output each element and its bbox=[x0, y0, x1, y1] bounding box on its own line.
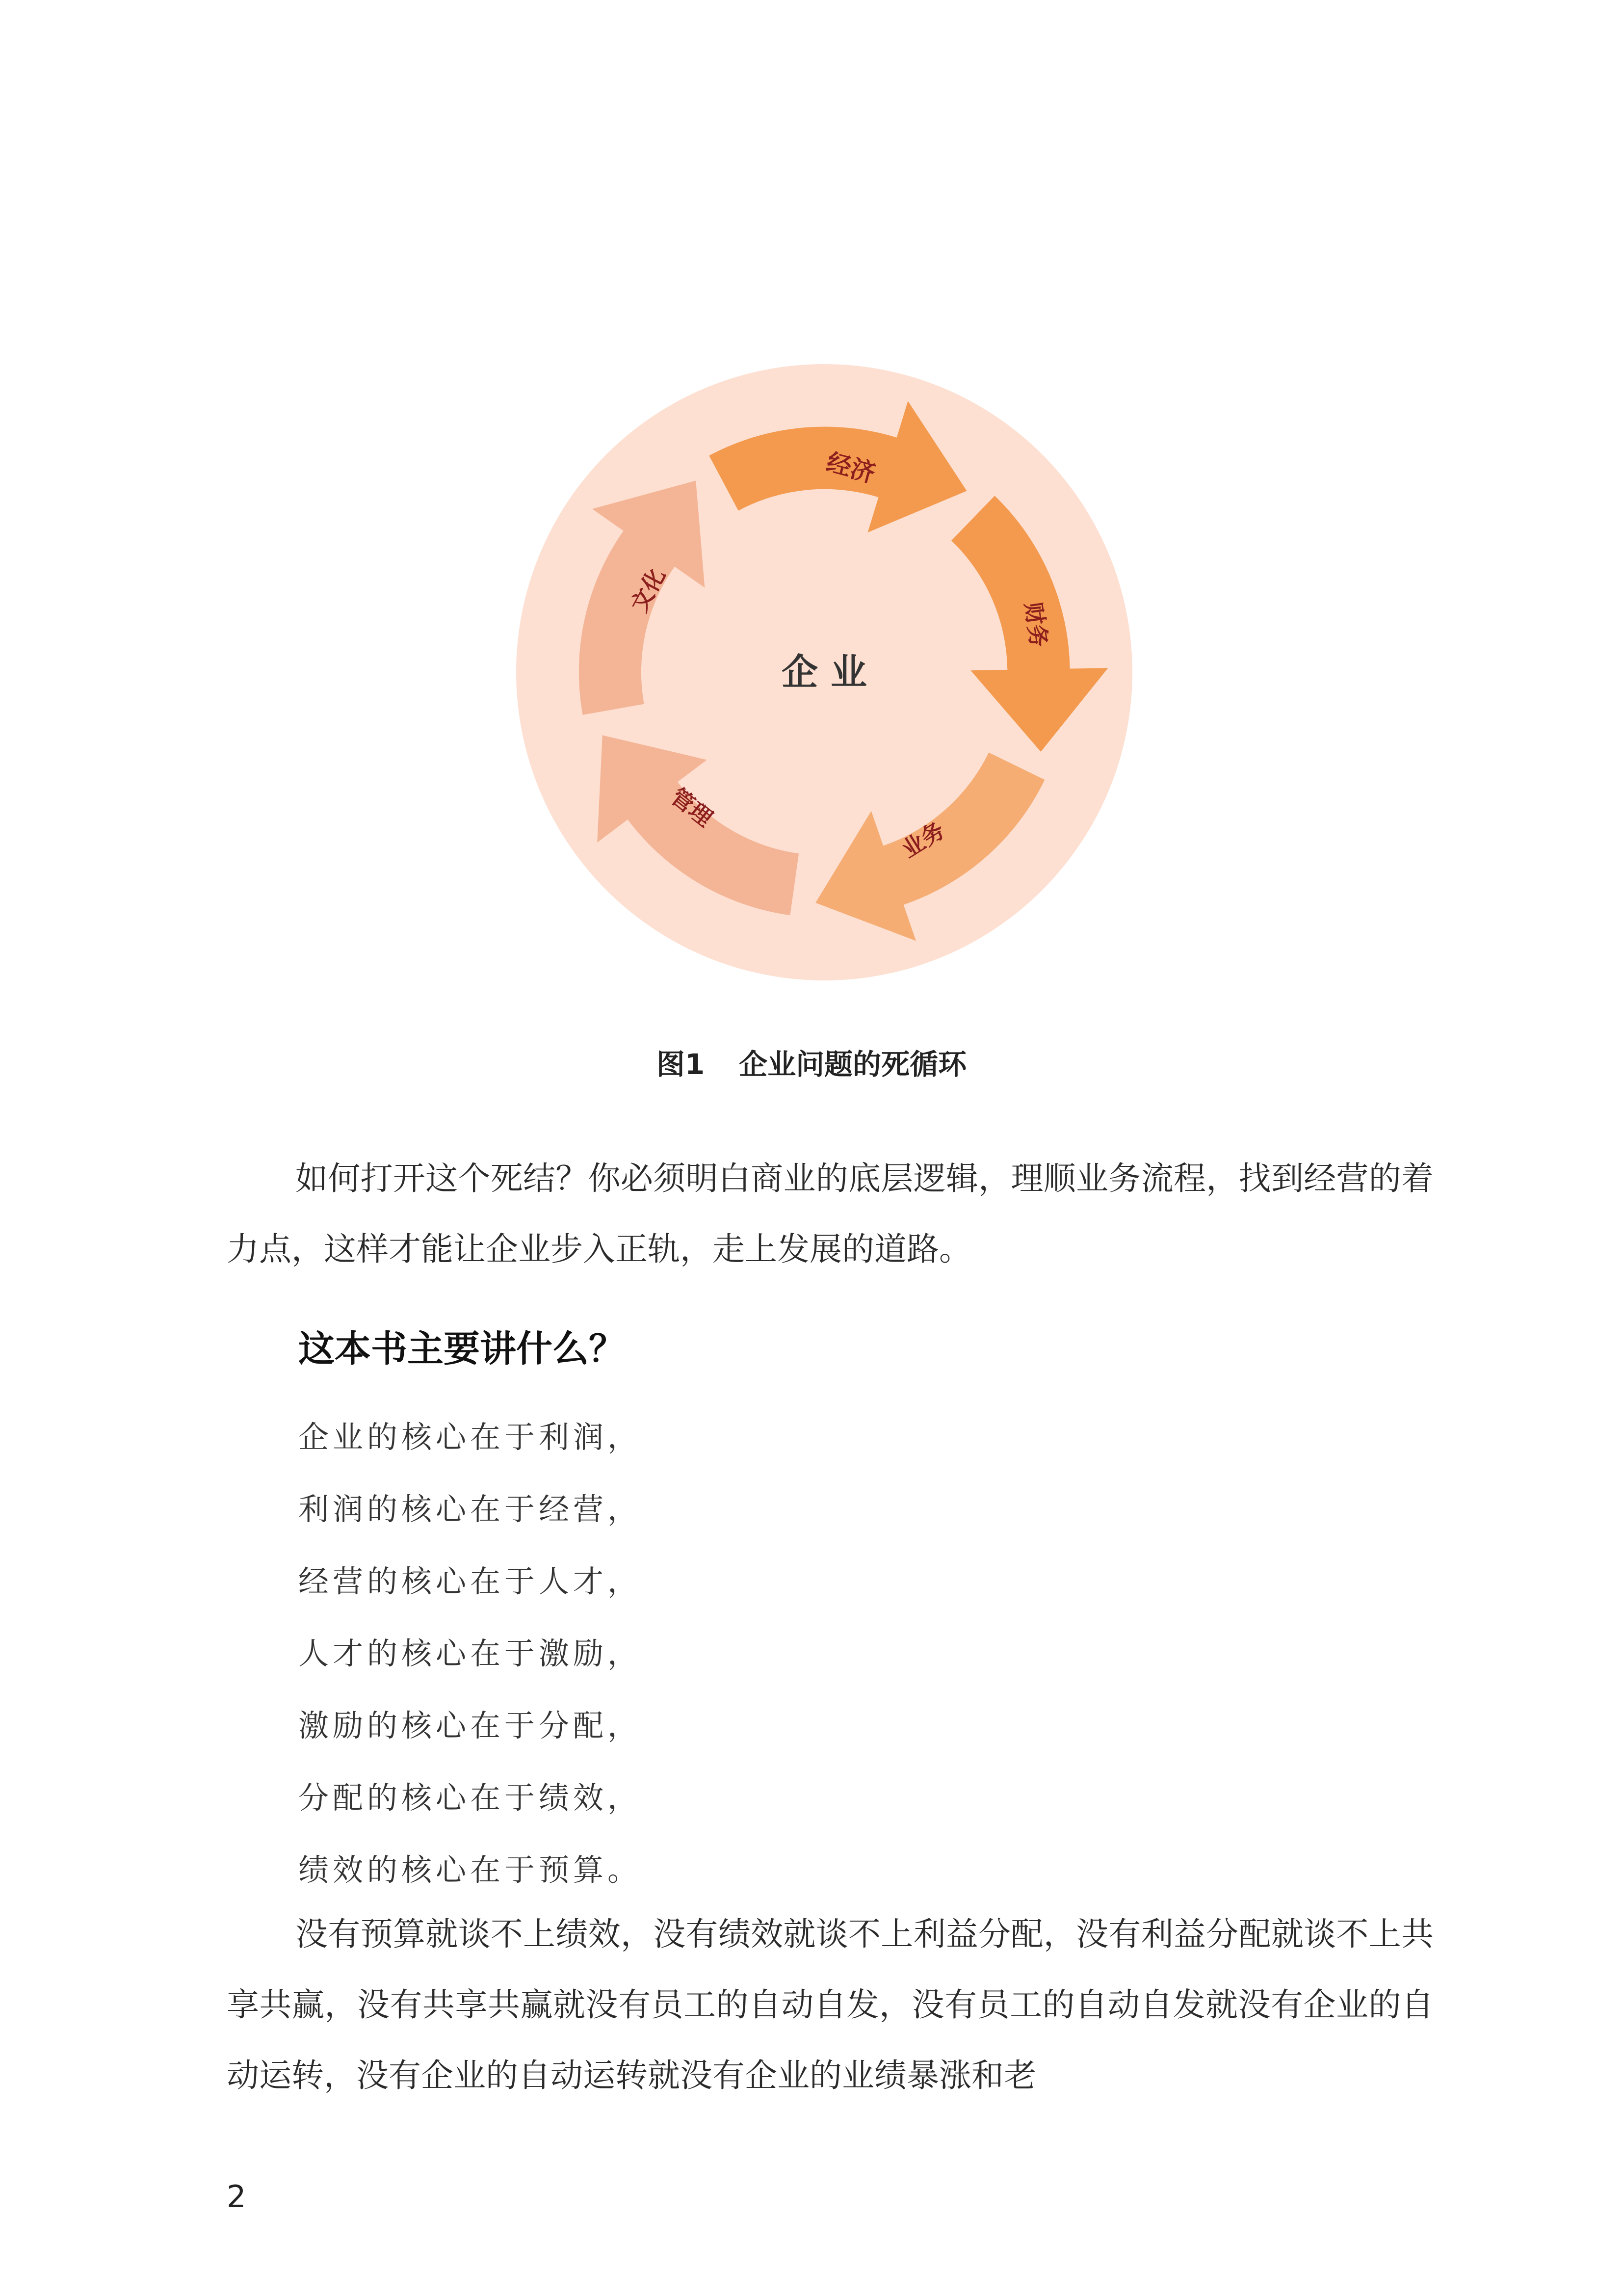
verse-line: 企业的核心在于利润， bbox=[298, 1419, 642, 1455]
figure-number: 图1 bbox=[656, 1048, 705, 1081]
verse-line: 经营的核心在于人才， bbox=[298, 1563, 642, 1599]
verse-line: 人才的核心在于激励， bbox=[298, 1636, 642, 1671]
core-chain-verse bbox=[298, 1401, 642, 1906]
center-label: 企 业 bbox=[782, 651, 867, 693]
verse-line: 利润的核心在于经营， bbox=[298, 1491, 642, 1527]
figure-caption bbox=[0, 1041, 1623, 1082]
economy-label: 经济 bbox=[823, 448, 879, 488]
management-label: 管理 bbox=[665, 783, 718, 832]
section-heading: 这本书主要讲什么？ bbox=[298, 1328, 625, 1370]
business-label: 业务 bbox=[897, 817, 949, 863]
verse-line: 分配的核心在于绩效， bbox=[298, 1780, 642, 1816]
paragraph-intro: 如何打开这个死结？你必须明白商业的底层逻辑，理顺业务流程，找到经营的着力点，这样才能让企业步入正轨，走上发展的道路。 bbox=[227, 1160, 1434, 1268]
figure-title: 企业问题的死循环 bbox=[739, 1048, 967, 1081]
enterprise-cycle-diagram bbox=[515, 363, 1133, 981]
finance-label: 财务 bbox=[1020, 600, 1052, 649]
culture-label: 文化 bbox=[626, 564, 671, 616]
verse-line: 绩效的核心在于预算。 bbox=[298, 1852, 642, 1888]
page-number: 2 bbox=[227, 2179, 246, 2215]
paragraph-consequence: 没有预算就谈不上绩效，没有绩效就谈不上利益分配，没有利益分配就谈不上共享共赢，没有共享共赢就没有员工的自动自发，没有员工的自动自发就没有企业的自动运转，没有企业的自动运转就没有企业的业绩暴涨和老 bbox=[227, 1915, 1434, 2094]
verse-line: 激励的核心在于分配， bbox=[298, 1708, 642, 1743]
